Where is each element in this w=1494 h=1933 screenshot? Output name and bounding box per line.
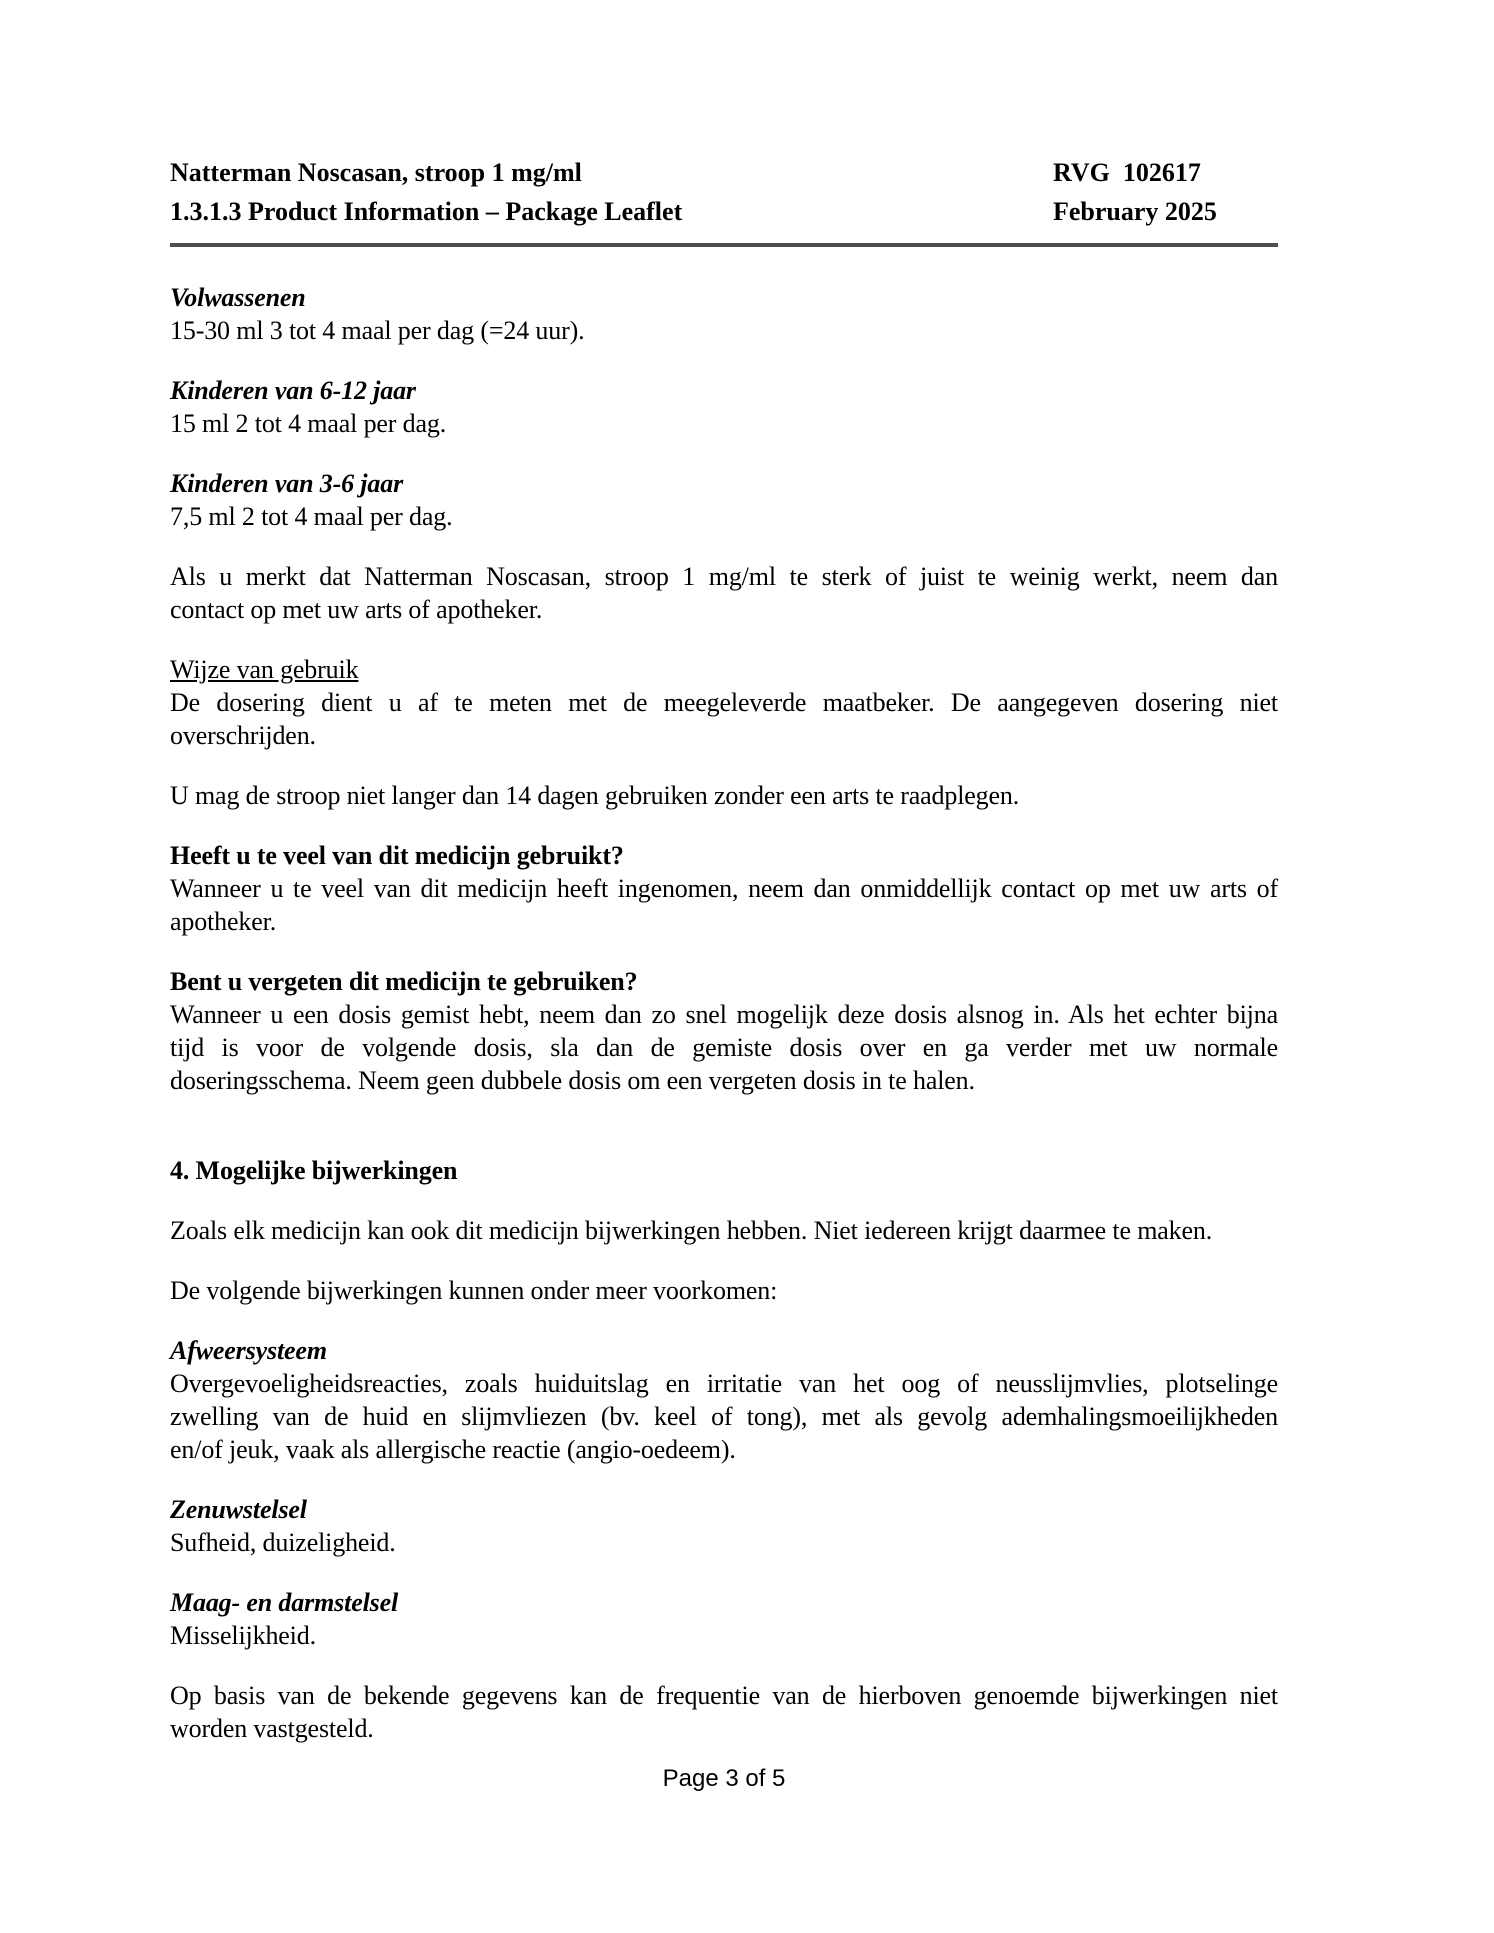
text-line: 7,5 ml 2 tot 4 maal per dag. [170,502,453,531]
text-line: Misselijkheid. [170,1621,316,1650]
heading-maag-darmstelsel: Maag- en darmstelsel [170,1588,399,1617]
heading-wijze-van-gebruik: Wijze van gebruik [170,655,359,684]
paragraph-wijze-van-gebruik [170,686,1278,752]
paragraph-overdose [170,872,1278,938]
header-divider [170,243,1278,247]
text-line: U mag de stroop niet langer dan 14 dagen gebruiken zonder een arts te raadplegen. [170,781,1020,810]
text-kinderen-3-6-dose [170,500,1278,533]
paragraph-text [170,1214,1278,1247]
paragraph-bijwerkingen-intro [170,1214,1278,1247]
header-document-type: 1.3.1.3 Product Information – Package Leaflet [170,197,683,226]
paragraph-zenuwstelsel [170,1526,1278,1559]
text-line: 15 ml 2 tot 4 maal per dag. [170,409,447,438]
dosage-children-6-12-block [170,374,1278,440]
header-rvg-number: RVG 102617 [1053,158,1201,187]
zenuwstelsel-block [170,1493,1278,1559]
page-footer [170,1762,1278,1795]
paragraph-text [170,779,1278,812]
heading-kinderen-6-12: Kinderen van 6-12 jaar [170,376,416,405]
maag-darmstelsel-block [170,1586,1278,1652]
paragraph-text [170,560,1278,626]
text-line: tijd is voor de volgende dosis, sla dan de gemiste dosis over en ga verder met uw normale [170,1033,1278,1062]
leaflet-body [170,281,1278,1745]
text-line: Zoals elk medicijn kan ook dit medicijn bijwerkingen hebben. Niet iedereen krijgt daarmee te maken. [170,1216,1213,1245]
text-line: Wanneer u te veel van dit medicijn heeft ingenomen, neem dan onmiddellijk contact op met uw arts of [170,874,1278,903]
text-line: doseringsschema. Neem geen dubbele dosis om een vergeten dosis in te halen. [170,1066,975,1095]
text-line: De dosering dient u af te meten met de meegeleverde maatbeker. De aangegeven dosering niet [170,688,1278,717]
header-row-1 [170,156,1278,189]
header-row-2 [170,195,1278,228]
paragraph-text [170,1679,1278,1745]
text-line: Wanneer u een dosis gemist hebt, neem dan zo snel mogelijk deze dosis alsnog in. Als het echter bijna [170,1000,1278,1029]
paragraph-maag-darmstelsel [170,1619,1278,1652]
page-number: Page 3 of 5 [662,1765,786,1792]
text-line: contact op met uw arts of apotheker. [170,595,543,624]
text-line: apotheker. [170,907,277,936]
text-line: overschrijden. [170,721,316,750]
text-line: De volgende bijwerkingen kunnen onder meer voorkomen: [170,1276,778,1305]
heading-vergeten: Bent u vergeten dit medicijn te gebruiken? [170,967,638,996]
dosage-adults-block [170,281,1278,347]
paragraph-te-sterk-werkt [170,560,1278,626]
text-line: Op basis van de bekende gegevens kan de frequentie van de hierboven genoemde bijwerkingen niet [170,1681,1278,1710]
header-date: February 2025 [1053,197,1217,226]
overdose-block [170,839,1278,938]
text-line: 15-30 ml 3 tot 4 maal per dag (=24 uur). [170,316,585,345]
paragraph-afweersysteem [170,1367,1278,1466]
section-4-bijwerkingen [170,1124,1278,1187]
page-header [170,156,1278,247]
wijze-van-gebruik-block [170,653,1278,752]
text-line: Sufheid, duizeligheid. [170,1528,396,1557]
text-line: worden vastgesteld. [170,1714,374,1743]
paragraph-text [170,1274,1278,1307]
afweersysteem-block [170,1334,1278,1466]
heading-afweersysteem: Afweersysteem [170,1336,327,1365]
header-product-title: Natterman Noscasan, stroop 1 mg/ml [170,158,582,187]
text-line: Overgevoeligheidsreacties, zoals huiduitslag en irritatie van het oog of neusslijmvlies, plotselinge [170,1369,1278,1398]
heading-zenuwstelsel: Zenuwstelsel [170,1495,307,1524]
paragraph-frequentie [170,1679,1278,1745]
dosage-children-3-6-block [170,467,1278,533]
paragraph-bijwerkingen-lijst-intro [170,1274,1278,1307]
heading-kinderen-3-6: Kinderen van 3-6 jaar [170,469,404,498]
text-line: en/of jeuk, vaak als allergische reactie (angio-oedeem). [170,1435,736,1464]
heading-overdose: Heeft u te veel van dit medicijn gebruikt? [170,841,624,870]
heading-volwassenen: Volwassenen [170,283,306,312]
text-line: zwelling van de huid en slijmvliezen (bv. keel of tong), met als gevolg ademhalingsmoeilijkheden [170,1402,1278,1431]
text-volwassenen-dose [170,314,1278,347]
paragraph-vergeten [170,998,1278,1097]
paragraph-14-dagen [170,779,1278,812]
missed-dose-block [170,965,1278,1097]
text-kinderen-6-12-dose [170,407,1278,440]
text-line: Als u merkt dat Natterman Noscasan, stroop 1 mg/ml te sterk of juist te weinig werkt, neem dan [170,562,1278,591]
section-heading-bijwerkingen: 4. Mogelijke bijwerkingen [170,1156,458,1185]
